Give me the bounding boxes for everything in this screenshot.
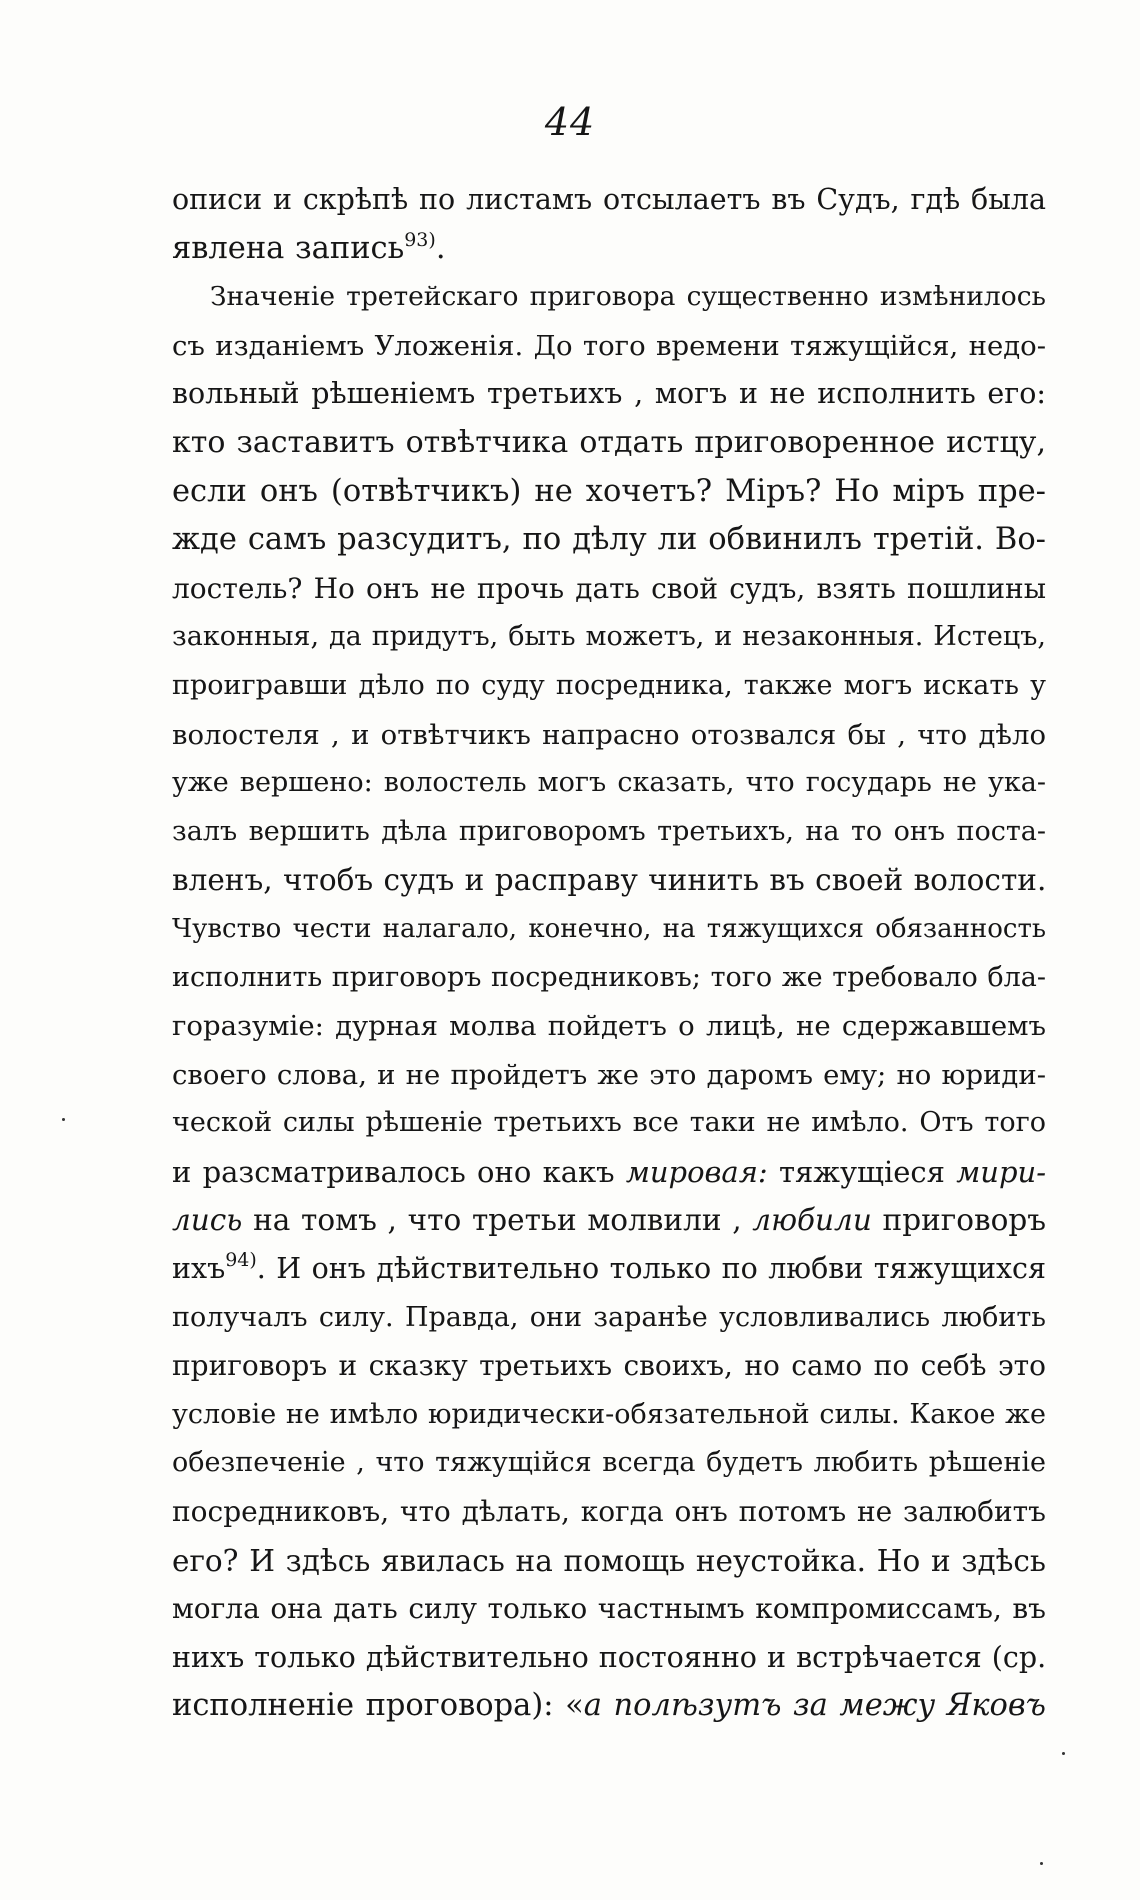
text-line	[172, 565, 1046, 614]
text-line	[172, 759, 1046, 808]
text-segment: тяжущіеся	[767, 1154, 957, 1189]
text-segment: описи и скрѣпѣ по листамъ отсылаетъ въ Судъ, гдѣ была	[172, 183, 1046, 216]
text-segment: законныя, да придутъ, быть можетъ, и незаконныя. Истецъ,	[172, 621, 1046, 653]
text-segment: на томъ , что третьи молвили ,	[242, 1203, 753, 1238]
text-line	[172, 662, 1046, 711]
text-segment: жде самъ разсудитъ, по дѣлу ли обвинилъ третій. Во-	[172, 522, 1046, 558]
text-segment: приговоръ	[871, 1203, 1046, 1238]
text-line	[172, 808, 1046, 857]
text-segment: Значеніе третейскаго приговора существенно измѣнилось	[210, 281, 1046, 313]
text-line	[172, 516, 1046, 565]
text-line	[172, 273, 1046, 322]
text-line	[172, 1196, 1046, 1245]
text-segment: приговоръ и сказку третьихъ своихъ, но само по себѣ это	[172, 1349, 1046, 1383]
text-segment: вольный рѣшеніемъ третьихъ , могъ и не исполнить его:	[172, 377, 1046, 411]
text-line	[172, 1682, 1046, 1731]
text-line	[172, 1634, 1046, 1683]
text-line	[172, 1294, 1046, 1343]
text-line	[172, 225, 1046, 274]
text-segment: съ изданіемъ Уложенія. До того времени тяжущійся, недо-	[172, 329, 1046, 362]
text-line	[172, 1099, 1046, 1148]
text-line	[172, 1342, 1046, 1391]
text-line	[172, 1585, 1046, 1634]
text-line	[172, 1537, 1046, 1586]
text-line	[172, 419, 1046, 468]
italic-text: а полѣзутъ за межу Яковъ	[583, 1688, 1046, 1724]
text-line	[172, 176, 1046, 225]
print-speck	[1040, 1862, 1043, 1865]
text-line	[172, 1051, 1046, 1100]
footnote-ref: 93)	[404, 228, 436, 251]
text-segment: нихъ только дѣйствительно постоянно и встрѣчается (ср.	[172, 1640, 1047, 1674]
text-line	[172, 370, 1046, 419]
text-segment: получалъ силу. Правда, они заранѣе условливались любить	[172, 1301, 1046, 1333]
text-segment: . И онъ дѣйствительно только по любви тяжущихся	[256, 1252, 1046, 1286]
text-segment: явлена запись	[172, 230, 405, 266]
text-segment: ческой силы рѣшеніе третьихъ все таки не имѣло. Отъ того	[172, 1107, 1046, 1139]
italic-text: мири-	[956, 1154, 1046, 1189]
text-line	[172, 954, 1046, 1003]
body-text	[172, 176, 1046, 1731]
text-segment: его? И здѣсь явилась на помощь неустойка. Но и здѣсь	[172, 1543, 1046, 1578]
text-line	[172, 1439, 1046, 1488]
text-line	[172, 1245, 1046, 1294]
text-segment: обезпеченіе , что тяжущійся всегда будетъ любить рѣшеніе	[172, 1447, 1046, 1479]
text-segment: волостеля , и отвѣтчикъ напрасно отозвался бы , что дѣло	[172, 718, 1046, 751]
text-line	[172, 905, 1046, 954]
text-segment: Чувство чести налагало, конечно, на тяжущихся обязанность	[172, 913, 1046, 944]
text-segment: .	[435, 230, 446, 266]
text-segment: кто заставитъ отвѣтчика отдать приговоренное истцу,	[172, 424, 1046, 460]
text-line	[172, 1148, 1046, 1197]
text-line	[172, 1002, 1046, 1051]
text-segment: залъ вершить дѣла приговоромъ третьихъ, на то онъ поста-	[172, 815, 1046, 847]
italic-text: мировая:	[625, 1154, 768, 1189]
italic-text: лись	[172, 1203, 243, 1238]
text-segment: исполненіе проговора): «	[172, 1688, 584, 1724]
text-segment: горазуміе: дурная молва пойдетъ о лицѣ, не сдержавшемъ	[172, 1010, 1046, 1043]
text-segment: лостель? Но онъ не прочь дать свой судъ, взять пошлины	[172, 571, 1046, 605]
page-number: 44	[544, 100, 596, 144]
text-segment: своего слова, и не пройдетъ же это даромъ ему; но юриди-	[172, 1058, 1046, 1091]
text-segment: могла она дать силу только частнымъ компромиссамъ, въ	[172, 1592, 1046, 1626]
text-line	[172, 856, 1046, 905]
text-segment: уже вершено: волостель могъ сказать, что государь не ука-	[172, 767, 1046, 799]
text-line	[172, 468, 1046, 517]
text-segment: проигравши дѣло по суду посредника, также могъ искать у	[172, 669, 1046, 701]
text-segment: условіе не имѣло юридически-обязательной силы. Какое же	[172, 1398, 1046, 1430]
print-speck	[62, 1118, 65, 1121]
text-segment: ихъ	[172, 1252, 226, 1286]
print-speck	[1062, 1752, 1065, 1755]
text-segment: вленъ, чтобъ судъ и расправу чинить въ своей волости.	[172, 863, 1047, 898]
text-segment: посредниковъ, что дѣлать, когда онъ потомъ не залюбитъ	[172, 1495, 1046, 1529]
footnote-ref: 94)	[225, 1249, 257, 1272]
text-line	[172, 613, 1046, 662]
text-line	[172, 322, 1046, 371]
text-segment: если онъ (отвѣтчикъ) не хочетъ? Міръ? Но міръ пре-	[172, 473, 1046, 509]
text-segment: и разсматривалось оно какъ	[172, 1154, 626, 1189]
italic-text: любили	[752, 1203, 872, 1238]
text-line	[172, 711, 1046, 760]
text-line	[172, 1488, 1046, 1537]
text-segment: исполнить приговоръ посредниковъ; того же требовало бла-	[172, 961, 1046, 993]
text-line	[172, 1391, 1046, 1440]
